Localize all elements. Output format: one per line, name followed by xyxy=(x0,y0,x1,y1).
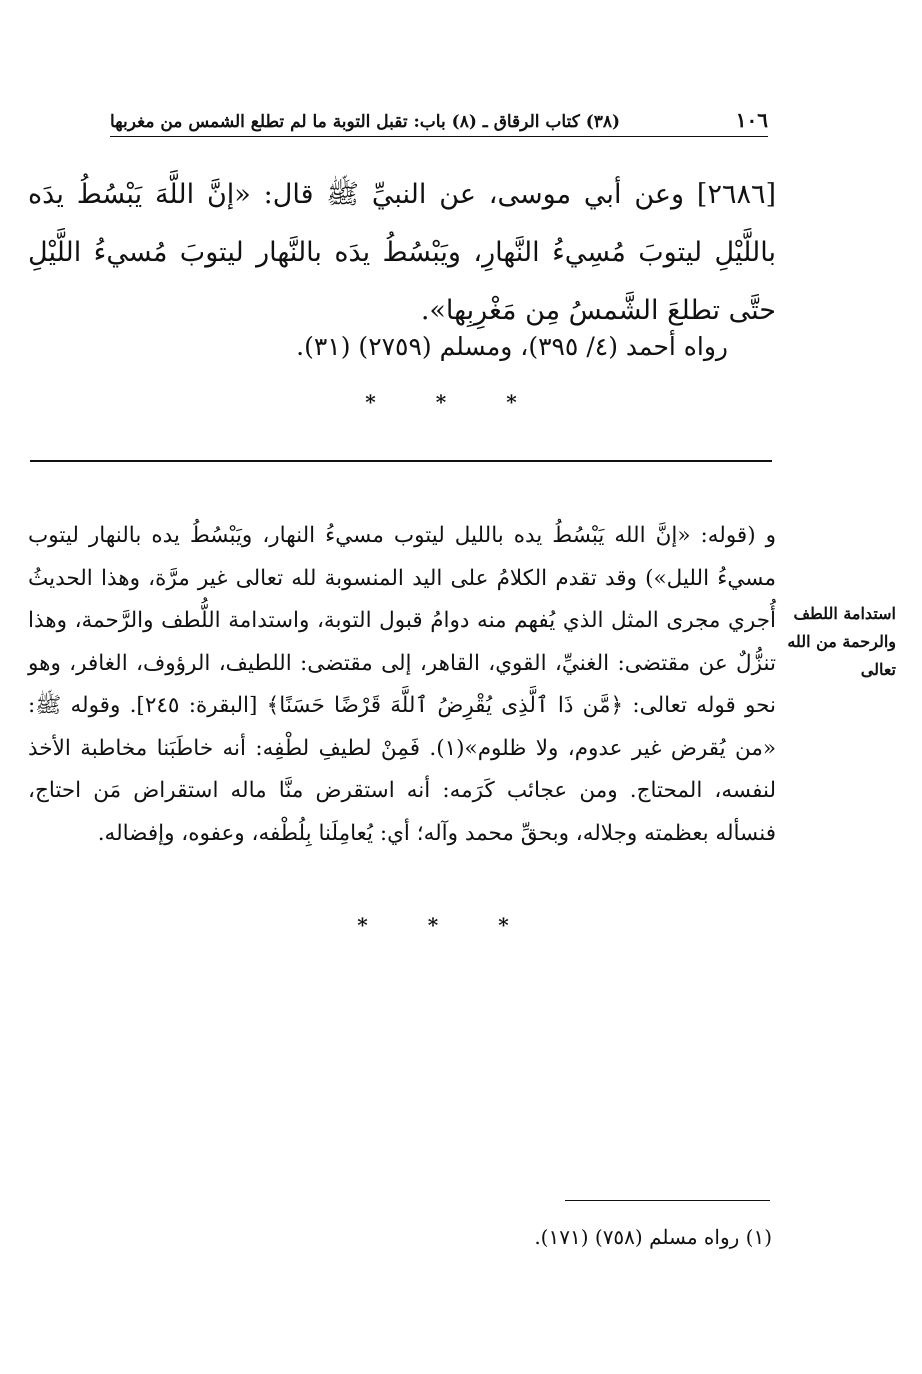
star: * xyxy=(427,913,439,937)
page-header xyxy=(110,108,768,132)
star: * xyxy=(506,390,517,414)
running-title: (٣٨) كتاب الرقاق ـ (٨) باب: تقبل التوبة ما لم تطلع الشمس من مغربها xyxy=(110,112,621,132)
star: * xyxy=(357,913,368,937)
footnote: (١) رواه مسلم (٧٥٨) (١٧١). xyxy=(534,1225,772,1249)
header-rule xyxy=(110,136,768,137)
hadith-source: رواه أحمد (٤/ ٣٩٥)، ومسلم (٢٧٥٩) (٣١). xyxy=(296,332,728,361)
star: * xyxy=(498,913,509,937)
commentary-text: و (قوله: «إنَّ الله يَبْسُطُ يده بالليل ليتوب مسيءُ النهار، ويَبْسُطُ يده بالنهار ليتوب مسيءُ الليل») وقد تقدم الكلامُ على اليد المنسوبة لله تعالى غير مرَّة، وهذا الحديثُ أُجري مجرى المثل الذي يُفهم منه دوامُ قبول التوبة، واستدامة اللُّطف والرَّحمة، وهذا تنزُّلٌ عن مقتضى: الغنيِّ، القوي، القاهر، إلى مقتضى: اللطيف، الرؤوف، الغافر، وهو نحو قوله تعالى: ﴿مَّن ذَا ٱلَّذِى يُقْرِضُ ٱللَّهَ قَرْضًا حَسَنًا﴾ [البقرة: ٢٤٥]. وقوله ﷺ: «من يُقرض غير عدوم، ولا ظلوم»(١). فَمِنْ لطيفِ لطْفِه: أنه خاطَبَنا مخاطبة الأخذ لنفسه، المحتاج. ومن عجائب كَرَمه: أنه استقرض منَّا ماله استقراض مَن احتاج، فنسأله بعظمته وجلاله، وبحقِّ محمد وآله؛ أي: يُعامِلَنا بِلُطْفه، وعفوه، وإفضاله. xyxy=(28,523,776,846)
separator-stars-bottom xyxy=(0,913,894,937)
star: * xyxy=(365,390,376,414)
footnote-rule xyxy=(565,1200,770,1201)
page-number: ١٠٦ xyxy=(735,108,768,132)
separator-stars-top xyxy=(0,390,902,414)
margin-note: استدامة اللطف والرحمة من الله تعالى xyxy=(787,604,896,679)
section-divider xyxy=(30,460,772,462)
star: * xyxy=(435,390,447,414)
hadith-text: [٢٦٨٦] وعن أبي موسى، عن النبيِّ ﷺ قال: «إنَّ اللَّهَ يَبْسُطُ يدَه باللَّيْلِ ليتوبَ مُسِيءُ النَّهارِ، ويَبْسُطُ يدَه بالنَّهار ليتوبَ مُسيءُ اللَّيْلِ حتَّى تطلعَ الشَّمسُ مِن مَغْرِبِها». xyxy=(28,179,776,326)
